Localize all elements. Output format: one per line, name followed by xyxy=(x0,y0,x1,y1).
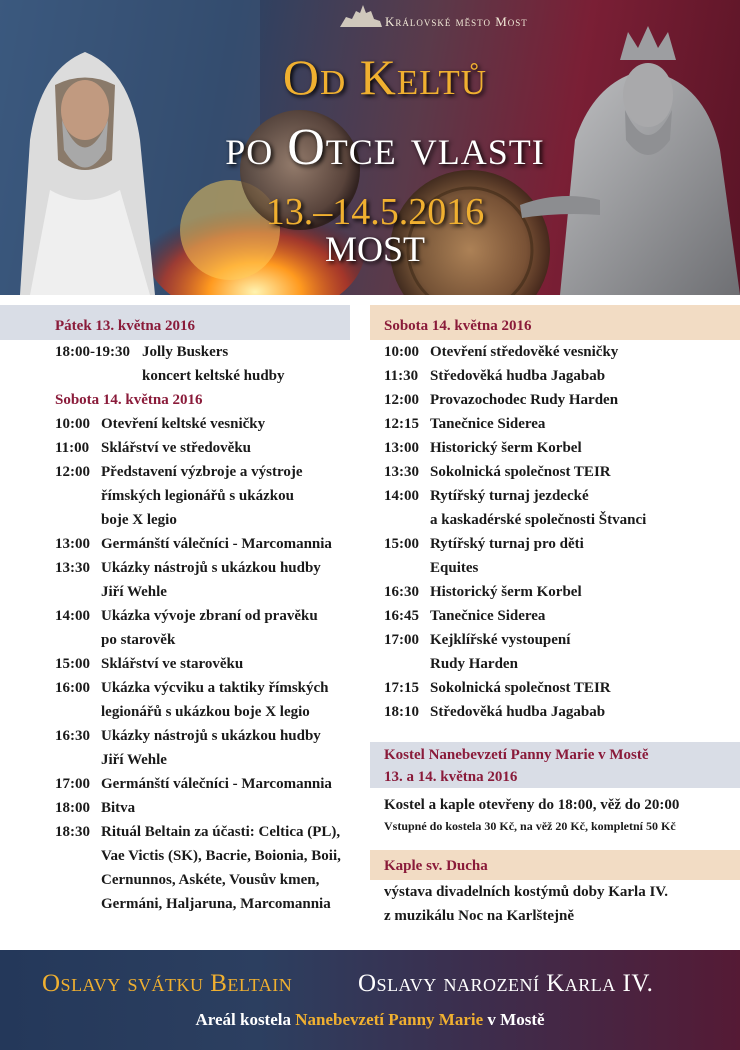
schedule-row xyxy=(370,700,740,724)
event-time: 18:00-19:30 xyxy=(55,344,130,360)
schedule-row xyxy=(0,532,350,556)
event-time: 18:10 xyxy=(384,704,419,720)
event-time: 12:15 xyxy=(384,416,419,432)
schedule-row xyxy=(0,460,350,484)
event-continuation: legionářů s ukázkou boje X legio xyxy=(101,704,310,720)
event-continuation: Cernunnos, Askéte, Vousův kmen, xyxy=(101,872,320,888)
schedule-row xyxy=(370,436,740,460)
schedule-row xyxy=(370,412,740,436)
event-time: 13:30 xyxy=(384,464,419,480)
schedule-row xyxy=(0,436,350,460)
event-name: Provazochodec Rudy Harden xyxy=(430,392,619,408)
event-time: 14:00 xyxy=(384,488,419,504)
event-time: 16:30 xyxy=(55,728,90,744)
event-time: 13:30 xyxy=(55,560,90,576)
schedule-row xyxy=(0,412,350,436)
event-time: 15:00 xyxy=(55,656,90,672)
schedule-row xyxy=(370,388,740,412)
event-name: Tanečnice Siderea xyxy=(430,608,546,624)
venue-highlight: Nanebevzetí Panny Marie xyxy=(295,1010,484,1029)
event-name: Ukázka vývoje zbraní od pravěku xyxy=(101,608,318,624)
event-name: Germánští válečníci - Marcomannia xyxy=(101,776,332,792)
schedule-row xyxy=(0,652,350,676)
event-name: Ukázky nástrojů s ukázkou hudby xyxy=(101,728,321,744)
schedule-row xyxy=(370,604,740,628)
event-time: 16:45 xyxy=(384,608,419,624)
event-time: 13:00 xyxy=(55,536,90,552)
schedule-row xyxy=(370,628,740,652)
chapel-line-1: výstava divadelních kostýmů doby Karla IV. xyxy=(384,884,668,900)
event-name: Sokolnická společnost TEIR xyxy=(430,680,611,696)
event-continuation: Jiří Wehle xyxy=(101,584,167,600)
town-name: Královské město Most xyxy=(385,14,528,29)
event-time: 11:30 xyxy=(384,368,419,384)
schedule-row xyxy=(0,556,350,580)
church-hours: Kostel a kaple otevřeny do 18:00, věž do 20:00 xyxy=(384,797,680,813)
event-name: Rytířský turnaj jezdecké xyxy=(430,488,589,504)
footer-karel: Oslavy narození Karla IV. xyxy=(358,970,654,997)
schedule-row xyxy=(0,820,350,844)
schedule-row xyxy=(370,340,740,364)
event-continuation: Vae Victis (SK), Bacrie, Boionia, Boii, xyxy=(101,848,341,864)
event-name: Historický šerm Korbel xyxy=(430,440,582,456)
schedule-row xyxy=(0,676,350,700)
event-time: 13:00 xyxy=(384,440,419,456)
event-continuation: Equites xyxy=(430,560,479,576)
event-name: Představení výzbroje a výstroje xyxy=(101,464,303,480)
schedule-row xyxy=(370,484,740,508)
event-name: Bitva xyxy=(101,800,136,816)
chapel-title: Kaple sv. Ducha xyxy=(370,850,740,880)
chapel-line-2: z muzikálu Noc na Karlštejně xyxy=(384,908,574,924)
event-continuation: Jiří Wehle xyxy=(101,752,167,768)
event-continuation: Rudy Harden xyxy=(430,656,518,672)
church-prices: Vstupné do kostela 30 Kč, na věž 20 Kč, kompletní 50 Kč xyxy=(384,819,676,833)
day-heading-saturday-medieval: Sobota 14. května 2016 xyxy=(370,305,740,340)
schedule-row xyxy=(370,532,740,556)
chapel-info xyxy=(370,850,740,928)
schedule-row xyxy=(370,676,740,700)
church-info xyxy=(370,742,740,836)
footer-beltain: Oslavy svátku Beltain xyxy=(42,970,293,997)
event-time: 12:00 xyxy=(384,392,419,408)
right-schedule xyxy=(370,305,740,724)
event-time: 16:30 xyxy=(384,584,419,600)
footer-banner xyxy=(0,950,740,1050)
event-continuation: boje X legio xyxy=(101,512,177,528)
event-time: 17:00 xyxy=(55,776,90,792)
event-name: Tanečnice Siderea xyxy=(430,416,546,432)
event-dates: 13.–14.5.2016 xyxy=(265,191,485,233)
event-name: Středověká hudba Jagabab xyxy=(430,704,606,720)
footer-venue: Areál kostela Nanebevzetí Panny Marie v Mostě xyxy=(195,1010,545,1029)
event-name: Germánští válečníci - Marcomannia xyxy=(101,536,332,552)
event-time: 15:00 xyxy=(384,536,419,552)
event-name: Středověká hudba Jagabab xyxy=(430,368,606,384)
event-time: 17:15 xyxy=(384,680,419,696)
event-name: Ukázka výcviku a taktiky římských xyxy=(101,680,329,696)
event-continuation: římských legionářů s ukázkou xyxy=(101,488,294,504)
event-name: Rituál Beltain za účasti: Celtica (PL), xyxy=(101,824,341,840)
schedule-row xyxy=(0,796,350,820)
left-schedule xyxy=(0,305,350,916)
event-continuation: po starověk xyxy=(101,632,176,648)
saturday-medieval-list xyxy=(370,340,740,724)
event-name: Historický šerm Korbel xyxy=(430,584,582,600)
event-name: Jolly Buskers xyxy=(142,344,229,360)
schedule-row xyxy=(0,340,350,364)
day-heading-saturday: Sobota 14. května 2016 xyxy=(55,392,203,408)
saturday-celtic-list xyxy=(0,412,350,916)
event-time: 18:30 xyxy=(55,824,90,840)
event-time: 11:00 xyxy=(55,440,90,456)
schedule-row xyxy=(0,772,350,796)
title-line-2: po Otce vlasti xyxy=(225,119,545,176)
event-time: 14:00 xyxy=(55,608,90,624)
event-time: 16:00 xyxy=(55,680,90,696)
header-banner xyxy=(0,0,740,295)
event-time: 10:00 xyxy=(55,416,90,432)
event-continuation: a kaskadérské společnosti Štvanci xyxy=(430,512,647,528)
event-time: 18:00 xyxy=(55,800,90,816)
day-heading-friday: Pátek 13. května 2016 xyxy=(0,305,350,340)
event-time: 17:00 xyxy=(384,632,419,648)
schedule-row xyxy=(370,460,740,484)
event-time: 10:00 xyxy=(384,344,419,360)
event-name: Ukázky nástrojů s ukázkou hudby xyxy=(101,560,321,576)
event-continuation: koncert keltské hudby xyxy=(142,368,285,384)
title-line-1: Od Keltů xyxy=(282,49,488,105)
event-name: Otevření keltské vesničky xyxy=(101,416,266,432)
event-name: Rytířský turnaj pro děti xyxy=(430,536,584,552)
event-name: Kejklířské vystoupení xyxy=(430,632,571,648)
event-name: Sklářství ve starověku xyxy=(101,656,244,672)
event-city: MOST xyxy=(324,229,426,269)
friday-list xyxy=(0,340,350,388)
castle-icon xyxy=(338,3,383,29)
event-name: Sklářství ve středověku xyxy=(101,440,251,456)
schedule-row xyxy=(370,580,740,604)
event-continuation: Germáni, Haljaruna, Marcomannia xyxy=(101,896,331,912)
event-time: 12:00 xyxy=(55,464,90,480)
event-name: Otevření středověké vesničky xyxy=(430,344,619,360)
church-title: Kostel Nanebevzetí Panny Marie v Mostě xyxy=(384,747,649,763)
event-name: Sokolnická společnost TEIR xyxy=(430,464,611,480)
schedule-row xyxy=(0,724,350,748)
church-dates: 13. a 14. května 2016 xyxy=(384,769,518,785)
schedule-row xyxy=(0,604,350,628)
schedule-row xyxy=(370,364,740,388)
